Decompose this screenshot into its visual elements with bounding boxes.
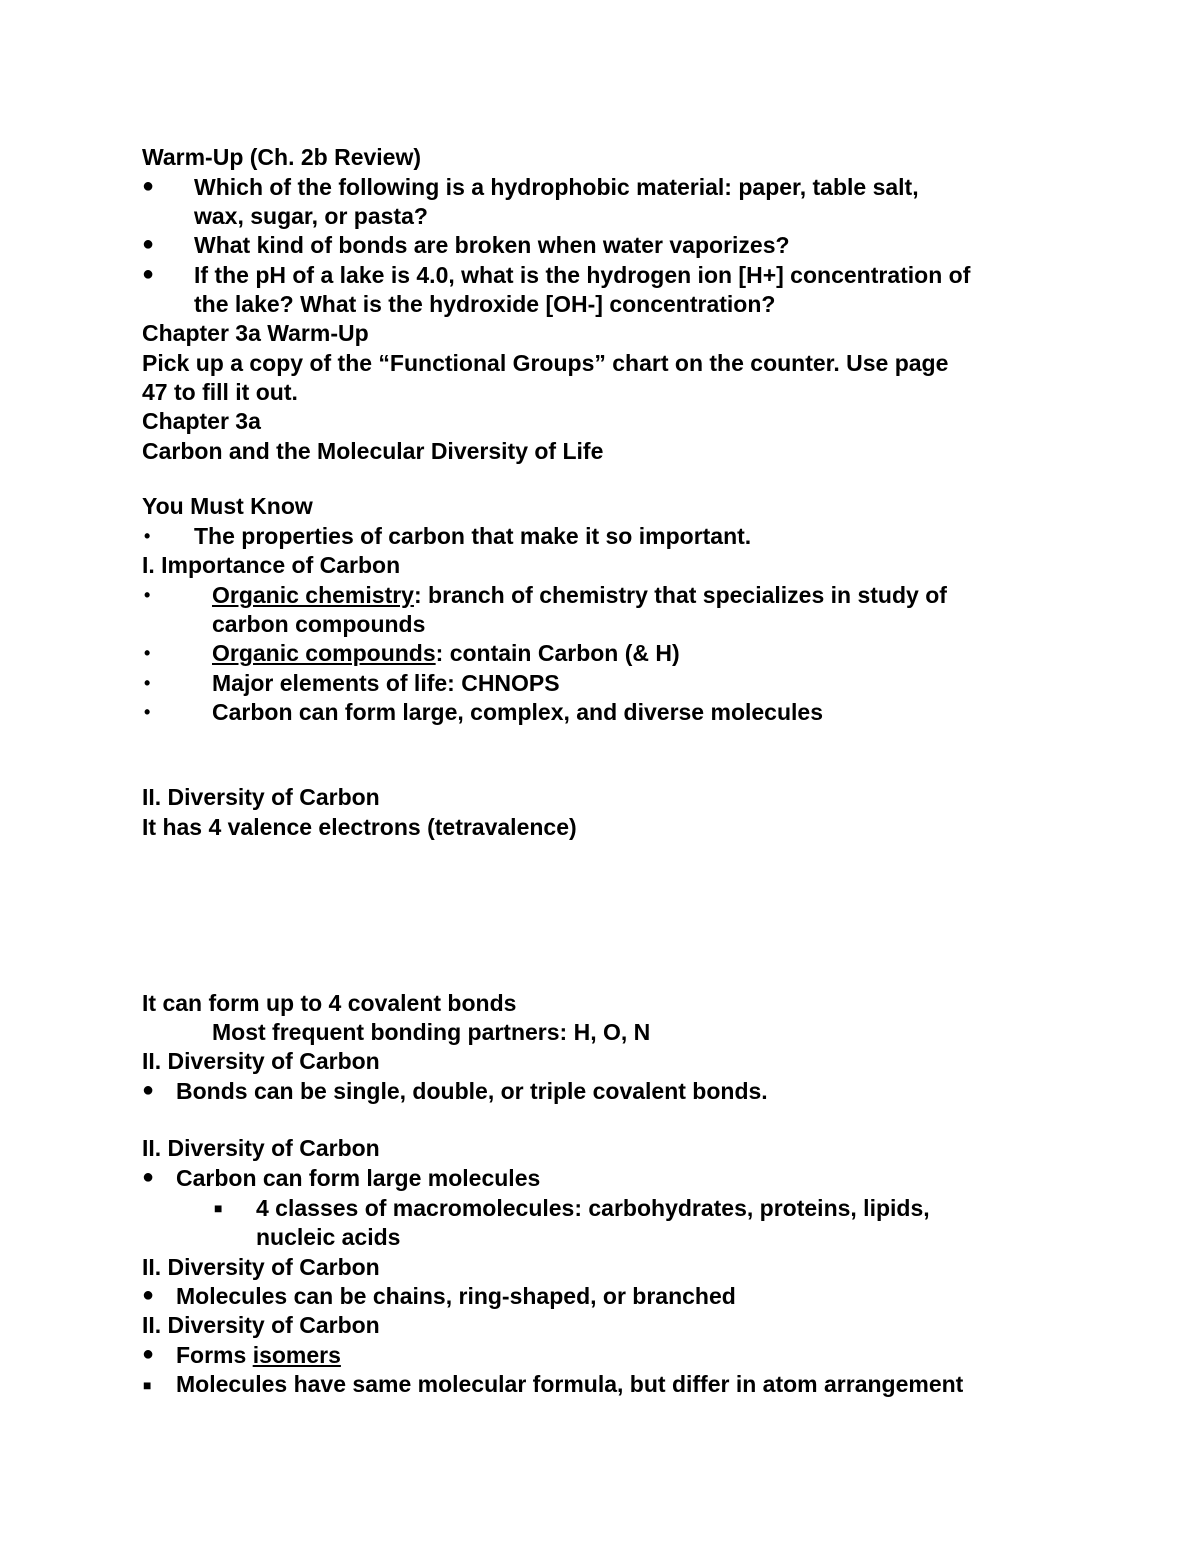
warmup-question-1-cont: wax, sugar, or pasta? <box>194 203 428 229</box>
section-heading-diversity: II. Diversity of Carbon <box>142 1048 380 1074</box>
section-heading-diversity: II. Diversity of Carbon <box>142 1135 380 1161</box>
bullet-icon: ● <box>142 1284 155 1306</box>
organic-chemistry-definition-cont: carbon compounds <box>212 611 426 637</box>
covalent-bonds-text: It can form up to 4 covalent bonds <box>142 990 517 1016</box>
warmup-question-1: Which of the following is a hydrophobic material: paper, table salt, <box>194 174 919 200</box>
bullet-icon: ● <box>142 263 155 285</box>
organic-chemistry-item <box>212 584 947 607</box>
section-heading-importance: I. Importance of Carbon <box>142 552 401 578</box>
chapter-subtitle: Carbon and the Molecular Diversity of Life <box>142 438 604 464</box>
ch3a-warmup-text: Pick up a copy of the “Functional Groups” chart on the counter. Use page <box>142 350 949 376</box>
organic-chemistry-term: Organic chemistry <box>212 582 414 608</box>
bullet-icon: • <box>144 673 151 693</box>
bullet-icon: ● <box>142 1343 155 1365</box>
carbon-molecules-item: Carbon can form large, complex, and diverse molecules <box>212 699 823 725</box>
major-elements-item: Major elements of life: CHNOPS <box>212 670 560 696</box>
isomers-definition-item: Molecules have same molecular formula, but differ in atom arrangement <box>176 1371 964 1397</box>
large-molecules-item: Carbon can form large molecules <box>176 1165 541 1191</box>
isomers-item <box>176 1344 341 1367</box>
must-know-item: The properties of carbon that make it so important. <box>194 523 752 549</box>
section-heading-diversity: II. Diversity of Carbon <box>142 1312 380 1338</box>
square-bullet-icon: ■ <box>214 1200 223 1216</box>
bullet-icon: • <box>144 643 151 663</box>
bonding-partners-text: Most frequent bonding partners: H, O, N <box>212 1019 651 1045</box>
macromolecules-subitem-cont: nucleic acids <box>256 1224 401 1250</box>
isomers-term: isomers <box>252 1342 341 1368</box>
ch3a-warmup-text-cont: 47 to fill it out. <box>142 379 298 405</box>
organic-compounds-item <box>212 642 680 665</box>
section-heading-diversity: II. Diversity of Carbon <box>142 784 380 810</box>
bullet-icon: ● <box>142 1079 155 1101</box>
bullet-icon: • <box>144 702 151 722</box>
must-know-heading: You Must Know <box>142 493 313 519</box>
warmup-question-2: What kind of bonds are broken when water vaporizes? <box>194 232 790 258</box>
ch3a-warmup-heading: Chapter 3a Warm-Up <box>142 320 369 346</box>
organic-compounds-definition: : contain Carbon (& H) <box>435 640 680 666</box>
organic-compounds-term: Organic compounds <box>212 640 436 666</box>
bullet-icon: ● <box>142 233 155 255</box>
warmup-question-3-cont: the lake? What is the hydroxide [OH-] concentration? <box>194 291 776 317</box>
molecule-shapes-item: Molecules can be chains, ring-shaped, or branched <box>176 1283 736 1309</box>
bond-types-item: Bonds can be single, double, or triple covalent bonds. <box>176 1078 768 1104</box>
chapter-title: Chapter 3a <box>142 408 261 434</box>
isomers-prefix: Forms <box>176 1342 253 1368</box>
organic-chemistry-definition: : branch of chemistry that specializes in study of <box>413 582 947 608</box>
valence-electrons-text: It has 4 valence electrons (tetravalence) <box>142 814 577 840</box>
bullet-icon: • <box>144 585 151 605</box>
warmup-heading: Warm-Up (Ch. 2b Review) <box>142 144 422 170</box>
bullet-icon: • <box>144 526 151 546</box>
macromolecules-subitem: 4 classes of macromolecules: carbohydrates, proteins, lipids, <box>256 1195 930 1221</box>
warmup-question-3: If the pH of a lake is 4.0, what is the hydrogen ion [H+] concentration of <box>194 262 971 288</box>
bullet-icon: ● <box>142 175 155 197</box>
bullet-icon: ● <box>142 1166 155 1188</box>
section-heading-diversity: II. Diversity of Carbon <box>142 1254 380 1280</box>
square-bullet-icon: ■ <box>143 1377 152 1393</box>
